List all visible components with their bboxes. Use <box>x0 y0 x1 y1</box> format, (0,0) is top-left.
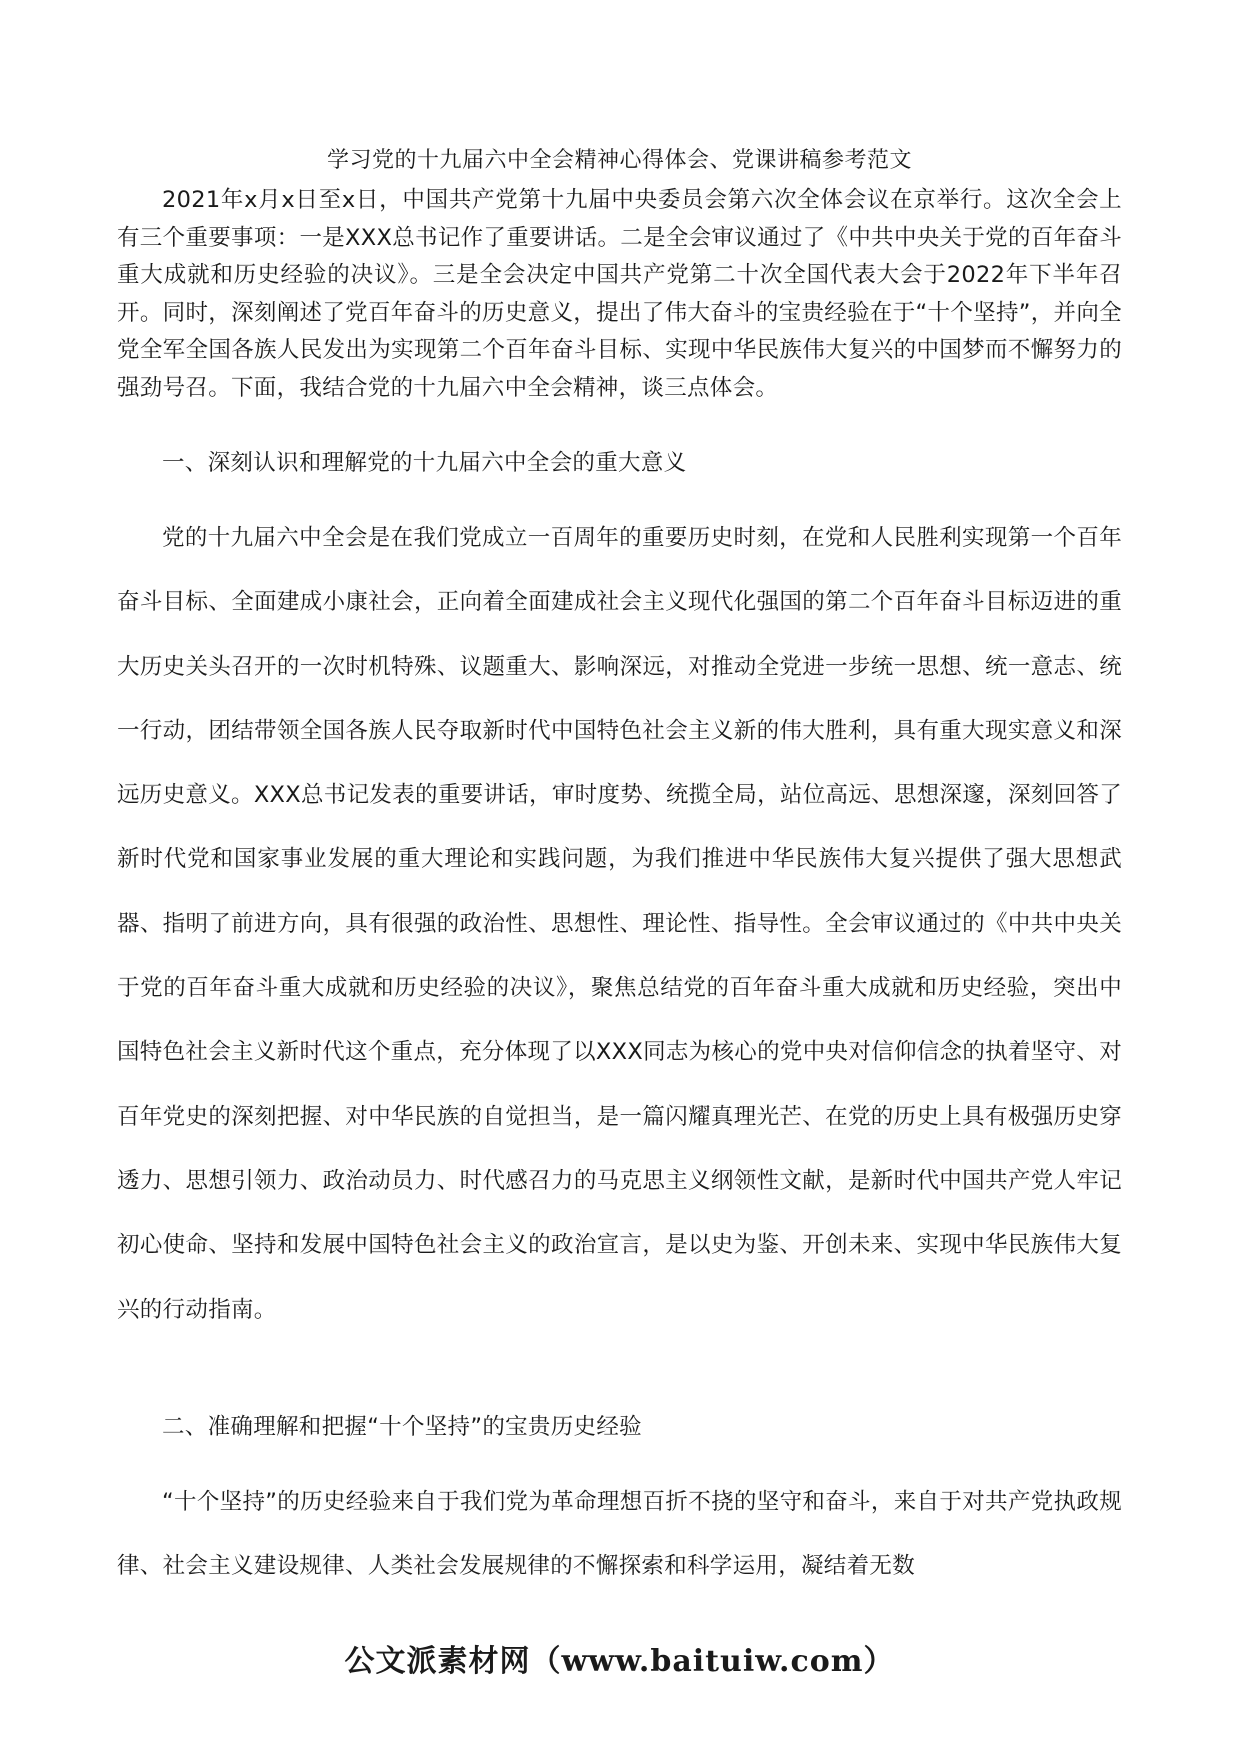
section-body-2-container <box>117 1470 1122 1596</box>
page-title: 学习党的十九届六中全会精神心得体会、党课讲稿参考范文 <box>326 148 912 173</box>
intro-paragraph: 2021年x月x日至x日，中国共产党第十九届中央委员会第六次全体会议在京举行。这次全会上有三个重要事项：一是XXX总书记作了重要讲话。二是全会审议通过了《中共中央关于党的百年奋斗重大成就和历史经验的决议》。三是全会决定中国共产党第二十次全国代表大会于2022年下半年召开。同时，深刻阐述了党百年奋斗的历史意义，提出了伟大奋斗的宝贵经验在于“十个坚持”，并向全党全军全国各族人民发出为实现第二个百年奋斗目标、实现中华民族伟大复兴的中国梦而不懈努力的强劲号召。下面，我结合党的十九届六中全会精神，谈三点体会。 <box>117 187 1122 401</box>
footer-watermark: 公文派素材网（www.baituiw.com） <box>344 1644 895 1679</box>
section-body-2: “十个坚持”的历史经验来自于我们党为革命理想百折不挠的坚守和奋斗，来自于对共产党执政规律、社会主义建设规律、人类社会发展规律的不懈探索和科学运用，凝结着无数 <box>117 1489 1122 1580</box>
document-page <box>117 0 1122 1754</box>
section-heading-1: 一、深刻认识和理解党的十九届六中全会的重大意义 <box>162 450 687 476</box>
section-body-1: 党的十九届六中全会是在我们党成立一百周年的重要历史时刻，在党和人民胜利实现第一个百年奋斗目标、全面建成小康社会，正向着全面建成社会主义现代化强国的第二个百年奋斗目标迈进的重大历史关头召开的一次时机特殊、议题重大、影响深远，对推动全党进一步统一思想、统一意志、统一行动，团结带领全国各族人民夺取新时代中国特色社会主义新的伟大胜利，具有重大现实意义和深远历史意义。XXX总书记发表的重要讲话，审时度势、统揽全局，站位高远、思想深邃，深刻回答了新时代党和国家事业发展的重大理论和实践问题，为我们推进中华民族伟大复兴提供了强大思想武器、指明了前进方向，具有很强的政治性、思想性、理论性、指导性。全会审议通过的《中共中央关于党的百年奋斗重大成就和历史经验的决议》，聚焦总结党的百年奋斗重大成就和历史经验，突出中国特色社会主义新时代这个重点，充分体现了以XXX同志为核心的党中央对信仰信念的执着坚守、对百年党史的深刻把握、对中华民族的自觉担当，是一篇闪耀真理光芒、在党的历史上具有极强历史穿透力、思想引领力、政治动员力、时代感召力的马克思主义纲领性文献，是新时代中国共产党人牢记初心使命、坚持和发展中国特色社会主义的政治宣言，是以史为鉴、开创未来、实现中华民族伟大复兴的行动指南。 <box>117 525 1122 1323</box>
section-heading-2: 二、准确理解和把握“十个坚持”的宝贵历史经验 <box>162 1414 642 1440</box>
